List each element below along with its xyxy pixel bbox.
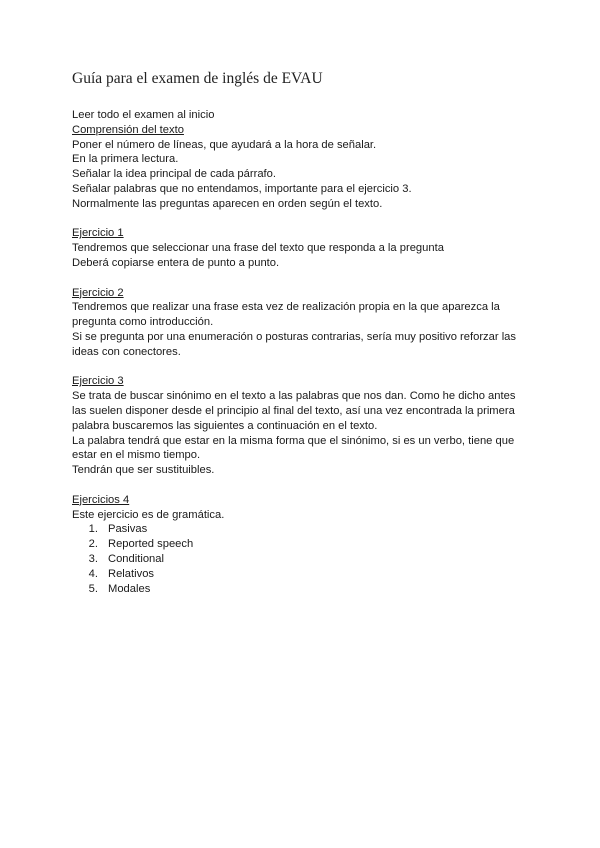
spacer: [72, 360, 522, 375]
paragraph-line: En la primera lectura.: [72, 153, 179, 166]
list-item-label: Relativos: [108, 567, 155, 580]
list-item-label: Conditional: [108, 552, 164, 565]
grammar-list: [72, 522, 522, 596]
section-heading-ejercicios-4: Ejercicios 4: [72, 493, 130, 506]
paragraph-line: Señalar palabras que no entendamos, importante para el ejercicio 3.: [72, 182, 412, 195]
list-item-label: Pasivas: [108, 523, 148, 536]
paragraph: La palabra tendrá que estar en la misma forma que el sinónimo, si es un verbo, tiene que estar en el mismo tiempo.: [72, 434, 515, 462]
paragraph-line: Tendremos que seleccionar una frase del texto que responda a la pregunta: [72, 242, 444, 255]
section-heading-ejercicio-1: Ejercicio 1: [72, 227, 124, 240]
list-item: [72, 552, 522, 567]
document-body: [72, 108, 522, 596]
list-number: 2.: [88, 538, 98, 551]
section-heading-comprension: Comprensión del texto: [72, 123, 184, 136]
paragraph: Tendremos que realizar una frase esta vez de realización propia en la que aparezca la pregunta como introducción.: [72, 301, 500, 329]
list-item: [72, 537, 522, 552]
list-number: 1.: [88, 523, 98, 536]
intro-line: Leer todo el examen al inicio: [72, 109, 215, 121]
list-item: [72, 567, 522, 582]
spacer: [72, 478, 522, 493]
section-heading-ejercicio-2: Ejercicio 2: [72, 286, 124, 299]
paragraph-line: Deberá copiarse entera de punto a punto.: [72, 256, 280, 269]
list-number: 3.: [88, 552, 98, 565]
spacer: [72, 212, 522, 227]
list-number: 5.: [88, 582, 98, 595]
spacer: [72, 271, 522, 286]
list-item: [72, 522, 522, 537]
list-number: 4.: [88, 567, 98, 580]
paragraph: Se trata de buscar sinónimo en el texto a las palabras que nos dan. Como he dicho antes las suelen disponer desde el principio al final del texto, así una vez encontrada la primera palabra buscaremos las siguientes a continuación en el texto.: [72, 390, 516, 432]
paragraph-line: Este ejercicio es de gramática.: [72, 508, 225, 521]
document-title: Guía para el examen de inglés de EVAU: [72, 70, 323, 87]
list-item-label: Reported speech: [108, 538, 194, 551]
paragraph-line: Poner el número de líneas, que ayudará a la hora de señalar.: [72, 138, 377, 151]
section-heading-ejercicio-3: Ejercicio 3: [72, 375, 124, 388]
paragraph-line: Normalmente las preguntas aparecen en orden según el texto.: [72, 197, 383, 210]
paragraph-line: Tendrán que ser sustituibles.: [72, 464, 215, 477]
paragraph-line: Señalar la idea principal de cada párrafo.: [72, 168, 276, 181]
list-item: [72, 582, 522, 597]
paragraph: Si se pregunta por una enumeración o posturas contrarias, sería muy positivo reforzar las ideas con conectores.: [72, 330, 516, 358]
list-item-label: Modales: [108, 582, 151, 595]
